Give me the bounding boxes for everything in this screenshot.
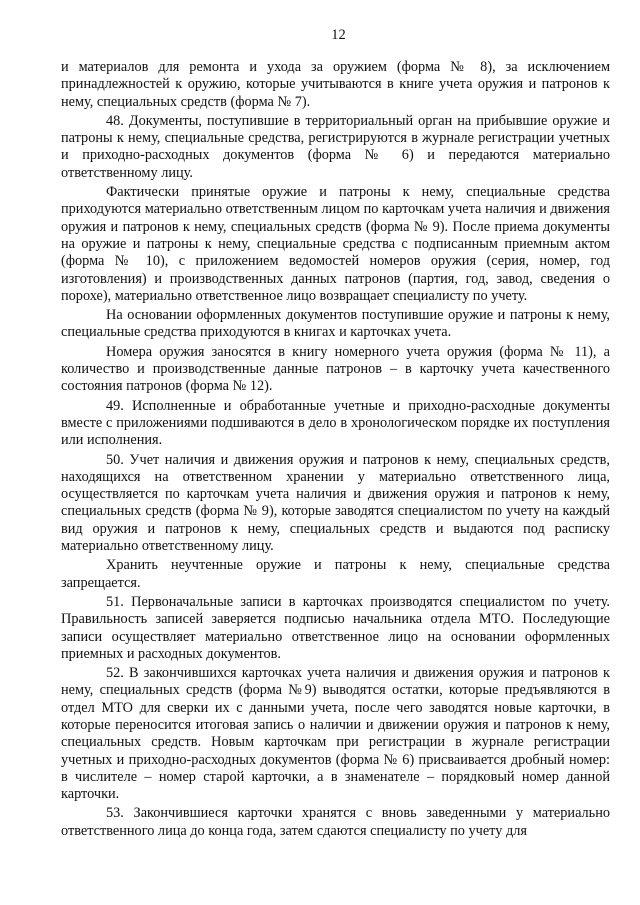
- paragraph-48-receipt: Фактически принятые оружие и патроны к нему, специальные средства приходуются материально ответственным лицом по карточкам учета наличия и движения оружия и патронов к нему, специальных средств (форма № 9). После приема документы на оружие и патроны к нему, специальные средства с подписанным приемным актом (форма № 10), с приложением ведомостей номеров оружия (серия, номер, год изготовления) и производственных данных патронов (партия, год, завод, сведения о порохе), материально ответственное лицо возвращает специалисту по учету.: [61, 184, 610, 304]
- paragraph-48-numbers: Номера оружия заносятся в книгу номерного учета оружия (форма № 11), а количество и производственные данные патронов – в карточку учета качественного состояния патронов (форма № 12).: [61, 343, 610, 395]
- paragraph-53: 53. Закончившиеся карточки хранятся с вновь заведенными у материально ответственного лица до конца года, затем сдаются специалисту по учету для: [61, 805, 610, 839]
- paragraph-49: 49. Исполненные и обработанные учетные и приходно-расходные документы вместе с приложениями подшиваются в дело в хронологическом порядке их поступления или исполнения.: [61, 397, 610, 449]
- page-number: 12: [331, 27, 346, 43]
- paragraph-48: 48. Документы, поступившие в территориальный орган на прибывшие оружие и патроны к нему, специальные средства, регистрируются в журнале регистрации учетных и приходно-расходных документов (форма № 6) и передаются материально ответственному лицу.: [61, 112, 610, 181]
- paragraph-48-books: На основании оформленных документов поступившие оружие и патроны к нему, специальные средства приходуются в книгах и карточках учета.: [61, 307, 610, 341]
- paragraph-50-prohibition: Хранить неучтенные оружие и патроны к нему, специальные средства запрещается.: [61, 557, 610, 591]
- paragraph-51: 51. Первоначальные записи в карточках производятся специалистом по учету. Правильность записей заверяется подписью начальника отдела МТО. Последующие записи осуществляет материально ответственное лицо на основании оформленных приемных и расходных документов.: [61, 593, 610, 662]
- paragraph-continuation: и материалов для ремонта и ухода за оружием (форма № 8), за исключением принадлежностей к оружию, которые учитываются в книге учета оружия и патронов к нему, специальных средств (форма № 7).: [61, 59, 610, 110]
- paragraph-50: 50. Учет наличия и движения оружия и патронов к нему, специальных средств, находящихся на ответственном хранении у материально ответственного лица, осуществляется по карточкам учета наличия и движения оружия и патронов к нему, специальных средств (форма № 9), которые заводятся специалистом по учету на каждый вид оружия и патронов к нему, специальных средств и выдаются под расписку материально ответственному лицу.: [61, 451, 610, 555]
- paragraph-52: 52. В закончившихся карточках учета наличия и движения оружия и патронов к нему, специальных средств (форма №9) выводятся остатки, которые предъявляются в отдел МТО для сверки их с данными учета, после чего заводятся новые карточки, в которые переносится итоговая запись о наличии и движении оружия и патронов к нему, специальных средств. Новым карточкам при регистрации в журнале регистрации учетных и приходно-расходных документов (форма № 6) присваивается дробный номер: в числителе – номер старой карточки, а в знаменателе – порядковый номер данной карточки.: [61, 665, 610, 803]
- document-body: [61, 59, 610, 840]
